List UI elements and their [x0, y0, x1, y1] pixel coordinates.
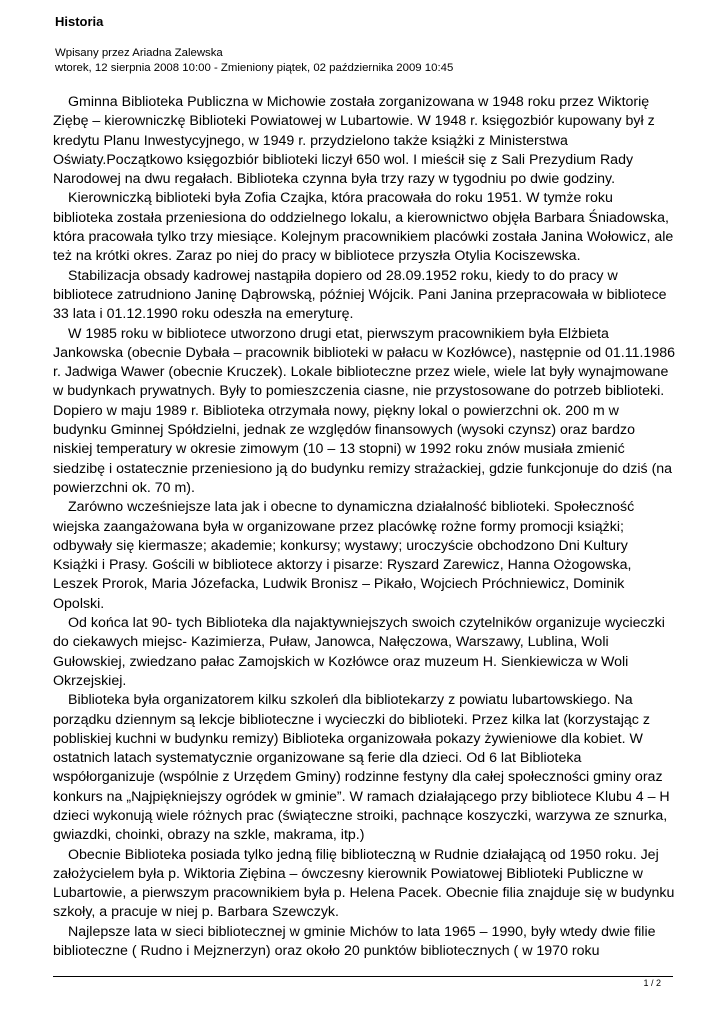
paragraph: Biblioteka była organizatorem kilku szkoleń dla bibliotekarzy z powiatu lubartowskiego. Na porządku dziennym są lekcje biblioteczne i wycieczki do biblioteki. Przez kilka lat (korzystając z pobliskiej kuchni w budynku remizy) Biblioteka organizowała pokazy żywieniowe dla kobiet. W ostatnich latach systematycznie organizowane są ferie dla dzieci. Od 6 lat Biblioteka współorganizuje (wspólnie z Urzędem Gminy) rodzinne festyny dla całej społeczności gminy oraz konkurs na „Najpiękniejszy ogródek w gminie”. W ramach działającego przy bibliotece Klubu 4 – H dzieci wykonują wiele różnych prac (świąteczne stroiki, pachnące koszyczki, warzywa ze sznurka, gwiazdki, choinki, obrazy na szkle, makrama, itp.)	[53, 692, 670, 844]
page-title: Historia	[55, 14, 104, 29]
article-meta	[55, 46, 453, 76]
paragraph: Gminna Biblioteka Publiczna w Michowie została zorganizowana w 1948 roku przez Wiktorię Ziębę – kierowniczkę Biblioteki Powiatowej w Lubartowie. W 1948 r. księgozbiór kupowany był z kredytu Planu Inwestycyjnego, w 1949 r. przydzielono także książki z Ministerstwa Oświaty.Początkowo księgozbiór biblioteki liczył 650 wol. I mieścił się z Sali Prezydium Rady Narodowej na dwu regałach. Biblioteka czynna była trzy razy w tygodniu po dwie godziny.	[53, 94, 655, 188]
footer-divider	[53, 976, 673, 977]
paragraph: Obecnie Biblioteka posiada tylko jedną filię biblioteczną w Rudnie działającą od 1950 roku. Jej założycielem była p. Wiktoria Ziębina – ówczesny kierownik Powiatowej Biblioteki Publiczne w Lubartowie, a pierwszym pracownikiem była p. Helena Pacek. Obecnie filia znajduje się w budynku szkoły, a pracuje w niej p. Barbara Szewczyk.	[53, 846, 675, 921]
author-line: Wpisany przez Ariadna Zalewska	[55, 47, 223, 59]
paragraph: Kierowniczką biblioteki była Zofia Czajka, która pracowała do roku 1951. W tymże roku biblioteka została przeniesiona do oddzielnego lokalu, a kierownictwo objęła Barbara Śniadowska, która pracowała tylko trzy miesiące. Kolejnym pracownikiem placówki została Janina Wołowicz, ale też na krótki okres. Zaraz po niej do pracy w bibliotece przyszła Otylia Kociszewska.	[53, 190, 674, 265]
paragraph: Zarówno wcześniejsze lata jak i obecne to dynamiczna działalność biblioteki. Społeczność wiejska zaangażowana była w organizowane przez placówkę rożne formy promocji książki; odbywały się kiermasze; akademie; konkursy; wystawy; uroczyście obchodzono Dni Kultury Książki i Prasy. Gościli w bibliotece aktorzy i pisarze: Ryszard Zarewicz, Hanna Ożogowska, Leszek Prorok, Maria Józefacka, Ludwik Bronisz – Pikało, Wojciech Próchniewicz, Dominik Opolski.	[53, 499, 635, 612]
paragraph: W 1985 roku w bibliotece utworzono drugi etat, pierwszym pracownikiem była Elżbieta Jankowska (obecnie Dybała – pracownik biblioteki w pałacu w Kozłówce), następnie od 01.11.1986 r. Jadwiga Wawer (obecnie Kruczek). Lokale biblioteczne przez wiele, wiele lat były wynajmowane w budynkach prywatnych. Były to pomieszczenia ciasne, nie przystosowane do potrzeb biblioteki. Dopiero w maju 1989 r. Biblioteka otrzymała nowy, piękny lokal o powierzchni ok. 200 m w budynku Gminnej Spółdzielni, jednak ze względów finansowych (wysoki czynsz) oraz bardzo niskiej temperatury w okresie zimowym (10 – 13 stopni) w 1992 roku znów musiała zmienić siedzibę i ostatecznie przeniesiono ją do budynku remizy strażackiej, gdzie funkcjonuje do dziś (na powierzchni ok. 70 m).	[53, 325, 675, 496]
paragraph: Najlepsze lata w sieci bibliotecznej w gminie Michów to lata 1965 – 1990, były wtedy dwie filie biblioteczne ( Rudno i Mejznerzyn) oraz około 20 punktów bibliotecznych ( w 1970 roku	[53, 923, 656, 960]
article-body	[53, 93, 675, 961]
paragraph: Od końca lat 90- tych Biblioteka dla najaktywniejszych swoich czytelników organizuje wycieczki do ciekawych miejsc- Kazimierza, Puław, Janowca, Nałęczowa, Warszawy, Lublina, Woli Gułowskiej, zwiedzano pałac Zamojskich w Kozłówce oraz muzeum H. Sienkiewicza w Woli Okrzejskiej.	[53, 615, 665, 689]
date-line: wtorek, 12 sierpnia 2008 10:00 - Zmieniony piątek, 02 października 2009 10:45	[55, 62, 454, 74]
page-number: 1 / 2	[643, 978, 661, 988]
paragraph: Stabilizacja obsady kadrowej nastąpiła dopiero od 28.09.1952 roku, kiedy to do pracy w bibliotece zatrudniono Janinę Dąbrowską, później Wójcik. Pani Janina przepracowała w bibliotece 33 lata i 01.12.1990 roku odeszła na emeryturę.	[53, 267, 667, 323]
